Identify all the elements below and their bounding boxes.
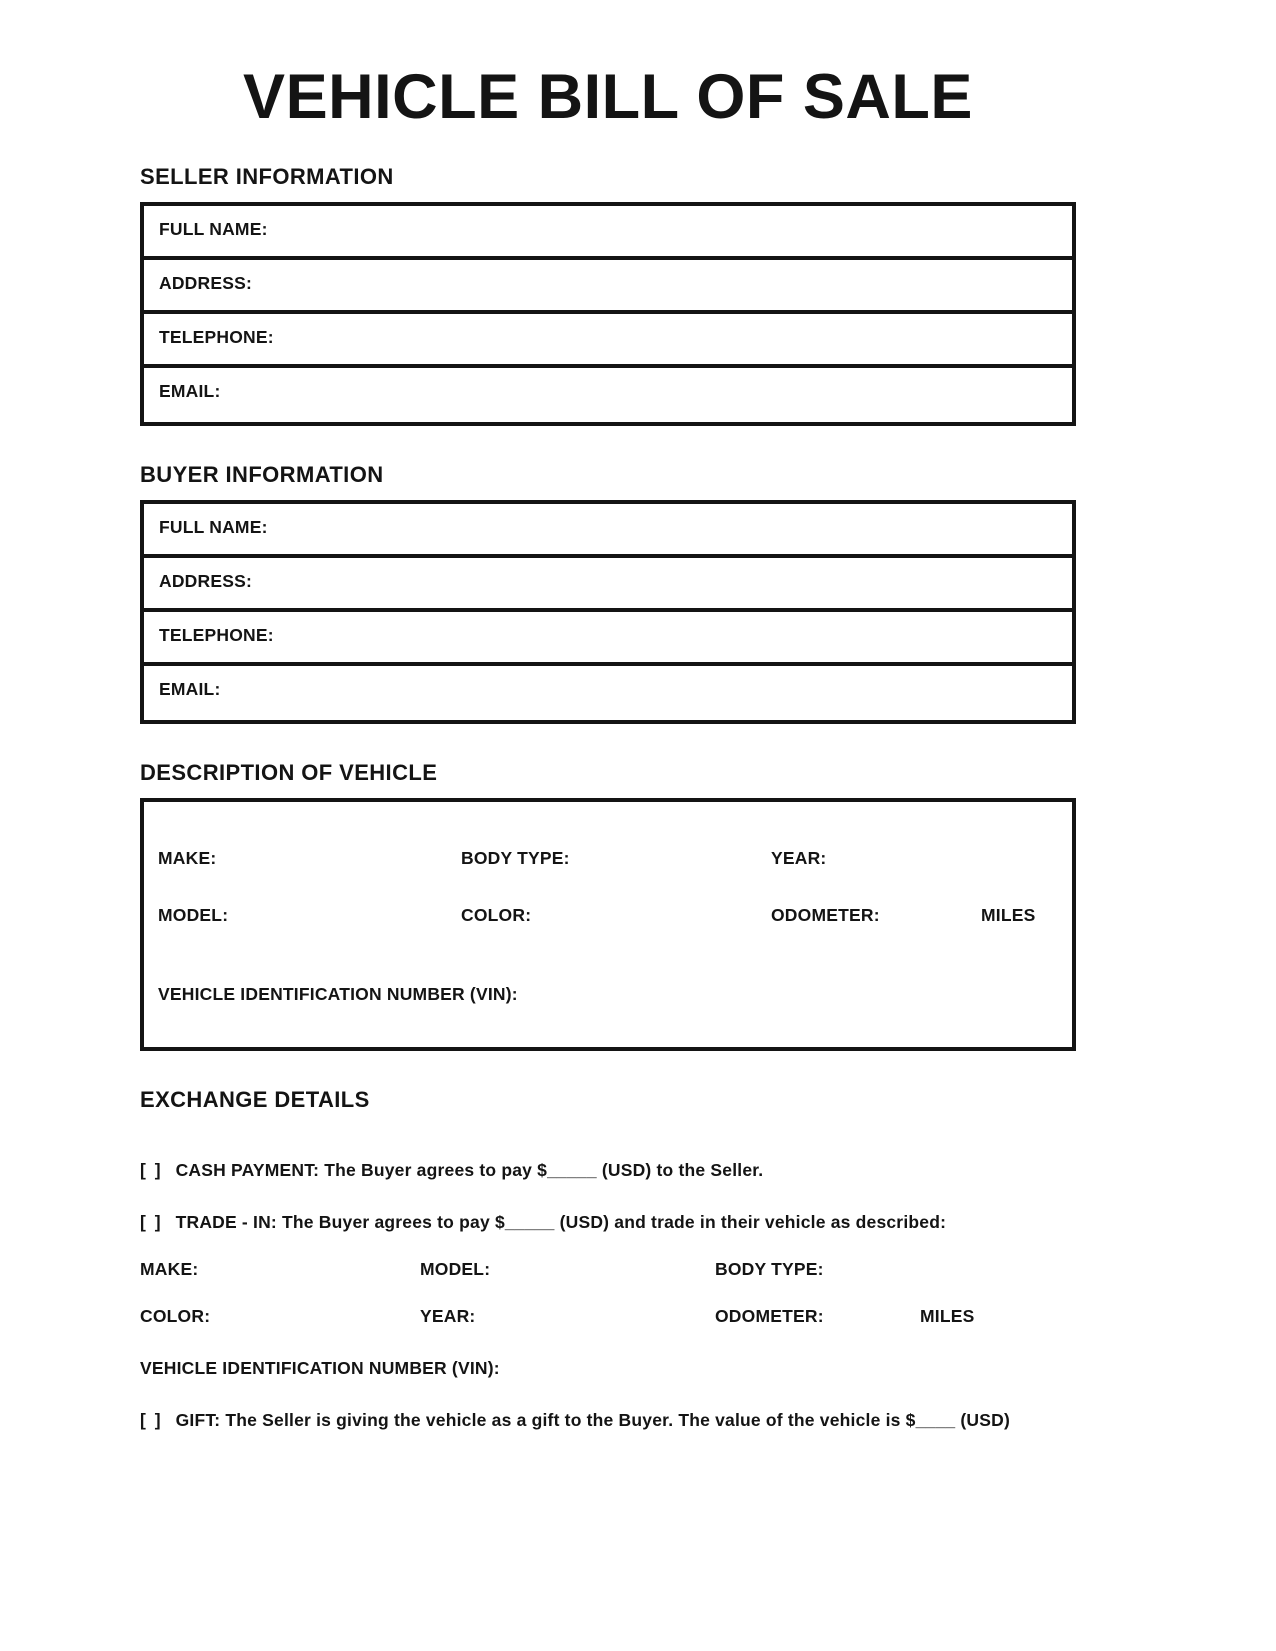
vehicle-description-box: [140, 798, 1076, 1051]
seller-heading: SELLER INFORMATION: [140, 164, 394, 190]
trade-odometer-field[interactable]: ODOMETER:: [715, 1306, 824, 1327]
seller-telephone-label: TELEPHONE:: [159, 327, 274, 348]
seller-section: [140, 164, 1076, 426]
buyer-full-name-label: FULL NAME:: [159, 517, 268, 538]
buyer-fields-box: [140, 500, 1076, 724]
vehicle-row-1: [158, 848, 1060, 869]
vehicle-odometer-field[interactable]: ODOMETER:: [771, 905, 880, 926]
trade-row1-spacer: [920, 1259, 1076, 1280]
seller-full-name-label: FULL NAME:: [159, 219, 268, 240]
buyer-email-field[interactable]: [144, 666, 1072, 720]
trade-vehicle-row-2: [140, 1306, 1076, 1327]
buyer-telephone-label: TELEPHONE:: [159, 625, 274, 646]
seller-email-label: EMAIL:: [159, 381, 221, 402]
vehicle-heading: DESCRIPTION OF VEHICLE: [140, 760, 438, 786]
seller-address-label: ADDRESS:: [159, 273, 252, 294]
trade-in-checkbox[interactable]: [ ]: [140, 1212, 163, 1233]
buyer-heading: BUYER INFORMATION: [140, 462, 384, 488]
trade-body-type-field[interactable]: BODY TYPE:: [715, 1259, 824, 1280]
gift-text: GIFT: The Seller is giving the vehicle as a gift to the Buyer. The value of the vehicle is $____ (USD): [175, 1410, 1010, 1431]
buyer-email-label: EMAIL:: [159, 679, 221, 700]
cash-payment-checkbox[interactable]: [ ]: [140, 1160, 163, 1181]
page-title: VEHICLE BILL OF SALE: [243, 62, 973, 132]
vehicle-section: [140, 760, 1076, 1051]
trade-miles-label: MILES: [920, 1306, 975, 1327]
vehicle-year-field[interactable]: YEAR:: [771, 848, 827, 869]
vehicle-model-field[interactable]: MODEL:: [158, 905, 229, 926]
buyer-address-label: ADDRESS:: [159, 571, 252, 592]
vehicle-make-field[interactable]: MAKE:: [158, 848, 217, 869]
seller-telephone-field[interactable]: [144, 314, 1072, 368]
buyer-section: [140, 462, 1076, 724]
buyer-telephone-field[interactable]: [144, 612, 1072, 666]
vehicle-row1-spacer: [981, 848, 1060, 869]
seller-address-field[interactable]: [144, 260, 1072, 314]
trade-color-field[interactable]: COLOR:: [140, 1306, 211, 1327]
trade-vin-field[interactable]: [140, 1357, 1076, 1379]
vehicle-vin-label: VEHICLE IDENTIFICATION NUMBER (VIN):: [158, 984, 518, 1005]
seller-fields-box: [140, 202, 1076, 426]
gift-line: [140, 1409, 1076, 1431]
seller-full-name-field[interactable]: [144, 206, 1072, 260]
cash-payment-text: CASH PAYMENT: The Buyer agrees to pay $_____ (USD) to the Seller.: [175, 1160, 764, 1181]
trade-in-line: [140, 1211, 1076, 1233]
trade-vin-label: VEHICLE IDENTIFICATION NUMBER (VIN):: [140, 1358, 500, 1379]
buyer-full-name-field[interactable]: [144, 504, 1072, 558]
vehicle-row-2: [158, 905, 1060, 926]
trade-make-field[interactable]: MAKE:: [140, 1259, 199, 1280]
vehicle-color-field[interactable]: COLOR:: [461, 905, 532, 926]
gift-checkbox[interactable]: [ ]: [140, 1410, 163, 1431]
exchange-heading: EXCHANGE DETAILS: [140, 1087, 370, 1113]
vehicle-miles-label: MILES: [981, 905, 1036, 926]
vehicle-body-type-field[interactable]: BODY TYPE:: [461, 848, 570, 869]
trade-year-field[interactable]: YEAR:: [420, 1306, 476, 1327]
seller-email-field[interactable]: [144, 368, 1072, 422]
trade-vehicle-row-1: [140, 1259, 1076, 1280]
trade-in-text: TRADE - IN: The Buyer agrees to pay $_____ (USD) and trade in their vehicle as described:: [175, 1212, 947, 1233]
cash-payment-line: [140, 1159, 1076, 1181]
buyer-address-field[interactable]: [144, 558, 1072, 612]
exchange-section: [140, 1087, 1076, 1431]
vehicle-vin-field[interactable]: [158, 984, 1060, 1005]
trade-model-field[interactable]: MODEL:: [420, 1259, 491, 1280]
